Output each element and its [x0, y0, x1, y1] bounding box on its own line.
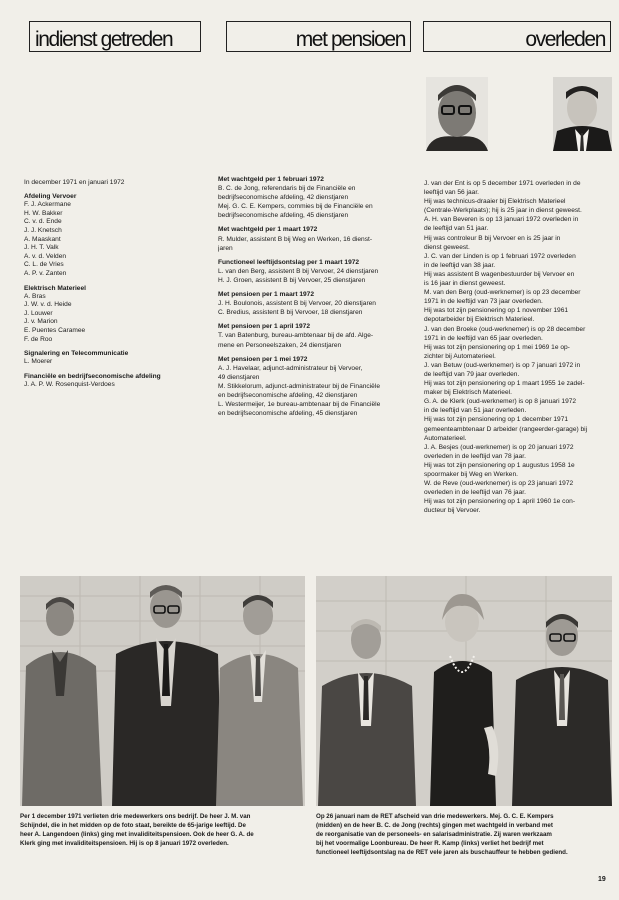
- in-service-column: [24, 178, 204, 390]
- list-item: H. W. Bakker: [24, 209, 63, 217]
- obituary-line: J. van der Ent is op 5 december 1971 overleden in de: [424, 180, 581, 187]
- obituary-line: J. A. Besjes (oud-werknemer) is op 20 januari 1972: [424, 443, 574, 451]
- header-in-service: [29, 21, 201, 52]
- block-line: 49 dienstjaren: [218, 373, 260, 381]
- deceased-column: [424, 179, 614, 515]
- list-item: J. v. Marion: [24, 318, 58, 326]
- obituary-line: Hij was technicus-draaier bij Elektrisch Materieel: [424, 198, 566, 206]
- section-title: Signalering en Telecommunicatie: [24, 350, 129, 358]
- caption-line: Klerk ging met invaliditeitspensioen. Hij is op 8 januari 1972 overleden.: [20, 840, 229, 847]
- obituary-line: Hij was controleur B bij Vervoer en is 25 jaar in: [424, 234, 561, 242]
- obituary-line: Hij was tot zijn pensionering op 1 augustus 1958 1e: [424, 461, 575, 469]
- header-deceased: [423, 21, 611, 52]
- list-item: J. Louwer: [24, 309, 53, 317]
- obituary-line: maker bij Elektrisch Materieel.: [424, 389, 512, 397]
- caption-line: de reorganisatie van de personeels- en salarisadministratie. Zij waren werkzaam: [316, 831, 552, 838]
- obituary-line: 1971 in de leeftijd van 65 jaar overleden.: [424, 334, 543, 342]
- block-title: Met wachtgeld per 1 maart 1972: [218, 226, 318, 234]
- caption-line: (midden) en de heer B. C. de Jong (rechts) gingen met wachtgeld in verband met: [316, 822, 553, 829]
- obituary-line: Automaterieel.: [424, 434, 467, 442]
- obituary-line: in de leeftijd van 51 jaar overleden.: [424, 407, 527, 415]
- photo-caption-right: [316, 812, 612, 857]
- section-title: Elektrisch Materieel: [24, 284, 86, 292]
- obituary-line: (Centrale-Werkplaats); hij is 25 jaar in dienst geweest.: [424, 207, 582, 215]
- list-item: L. Moerer: [24, 358, 53, 366]
- block-title: Functioneel leeftijdsontslag per 1 maart 1972: [218, 258, 360, 266]
- retired-block: [218, 322, 414, 349]
- obituary-line: ducteur bij Vervoer.: [424, 507, 481, 515]
- section-title: Financiële en bedrijfseconomische afdeling: [24, 372, 161, 380]
- retired-block: [218, 290, 414, 317]
- block-line: Mej. G. C. E. Kempers, commies bij de Financiële en: [218, 203, 373, 211]
- list-item: F. J. Ackermane: [24, 201, 71, 209]
- obituary-line: in de leeftijd van 38 jaar.: [424, 261, 496, 269]
- obituary-line: Hij was assistent B wagenbestuurder bij Vervoer en: [424, 270, 575, 278]
- block-line: J. H. Boulonois, assistent B bij Vervoer, 20 dienstjaren: [218, 300, 376, 308]
- section-signalering: [24, 349, 204, 367]
- section-financiele: [24, 372, 204, 390]
- obituary-line: dienst geweest.: [424, 243, 470, 251]
- block-line: A. J. Havelaar, adjunct-administrateur bij Vervoer,: [218, 364, 363, 372]
- section-elektrisch-materieel: [24, 284, 204, 345]
- list-item: A. Maaskant: [24, 235, 61, 243]
- list-item: C. L. de Vries: [24, 261, 64, 269]
- block-title: Met wachtgeld per 1 februari 1972: [218, 176, 324, 183]
- section-vervoer: [24, 192, 204, 278]
- block-line: en bedrijfseconomische afdeling, 45 dienstjaren: [218, 410, 358, 418]
- photo-caption-left: [20, 812, 306, 848]
- obituary-line: de leeftijd van 51 jaar.: [424, 225, 489, 233]
- intro-line: In december 1971 en januari 1972: [24, 179, 125, 186]
- list-item: A. v. d. Velden: [24, 252, 67, 260]
- retired-block: [218, 175, 414, 220]
- obituary-line: J. van Betuw (oud-werknemer) is op 7 januari 1972 in: [424, 361, 581, 369]
- obituary-line: Hij was tot zijn pensionering op 1 mei 1969 1e op-: [424, 343, 570, 351]
- obituary-line: Hij was tot zijn pensionering op 1 april 1960 1e con-: [424, 498, 576, 506]
- header-retired: [226, 21, 411, 52]
- block-line: T. van Batenburg, bureau-ambtenaar bij de afd. Alge-: [218, 332, 374, 340]
- block-line: bedrijfseconomische afdeling, 45 dienstjaren: [218, 212, 349, 220]
- obituary-line: de leeftijd van 79 jaar overleden.: [424, 370, 520, 378]
- block-title: Met pensioen per 1 april 1972: [218, 323, 310, 331]
- list-item: J. W. v. d. Heide: [24, 301, 72, 309]
- list-item: J. J. Knetsch: [24, 226, 62, 234]
- retired-block: [218, 225, 414, 252]
- retired-block: [218, 355, 414, 419]
- retired-column: [218, 175, 414, 418]
- obituary-line: 1971 in de leeftijd van 73 jaar overleden.: [424, 298, 543, 306]
- caption-line: functioneel leeftijdsontslag na de RET vele jaren als buschauffeur te hebben gediend.: [316, 849, 568, 856]
- portrait-photo-1: [426, 77, 488, 151]
- caption-line: Per 1 december 1971 verlieten drie medewerkers ons bedrijf. De heer J. M. van: [20, 813, 251, 820]
- retired-block: [218, 258, 414, 285]
- block-line: bedrijfseconomische afdeling, 42 dienstjaren: [218, 194, 349, 202]
- block-line: B. C. de Jong, referendaris bij de Financiële en: [218, 185, 356, 193]
- list-item: J. H. T. Valk: [24, 244, 59, 252]
- block-title: Met pensioen per 1 maart 1972: [218, 291, 315, 299]
- caption-line: Schijndel, die in het midden op de foto staat, bereikte de 65-jarige leeftijd. De: [20, 822, 246, 829]
- obituary-line: overleden in de leeftijd van 78 jaar.: [424, 452, 526, 460]
- block-line: L. van den Berg, assistent B bij Vervoer, 24 dienstjaren: [218, 267, 379, 275]
- header-retired-text: met pensioen: [295, 28, 405, 51]
- obituary-line: J. van den Broeke (oud-werknemer) is op 28 december: [424, 325, 586, 333]
- obituary-line: is 16 jaar in dienst geweest.: [424, 280, 506, 288]
- list-item: A. Bras: [24, 292, 46, 300]
- block-line: en bedrijfseconomische afdeling, 42 dienstjaren: [218, 391, 358, 399]
- block-line: M. Stikkelorum, adjunct-administrateur bij de Financiële: [218, 382, 380, 390]
- obituary-line: A. H. van Beveren is op 13 januari 1972 overleden in: [424, 216, 579, 224]
- list-item: E. Puentes Caramee: [24, 327, 86, 334]
- block-line: C. Bredius, assistent B bij Vervoer, 18 dienstjaren: [218, 309, 363, 317]
- list-item: A. P. v. Zanten: [24, 269, 67, 277]
- list-item: C. v. d. Ende: [24, 218, 62, 226]
- obituary-line: Hij was tot zijn pensionering op 1 december 1971: [424, 416, 569, 424]
- group-photo-right: [316, 576, 612, 806]
- obituary-line: G. A. de Klerk (oud-werknemer) is op 8 januari 1972: [424, 398, 577, 406]
- obituary-line: Hij was tot zijn pensionering op 1 maart 1955 1e zadel-: [424, 380, 585, 388]
- header-deceased-text: overleden: [525, 28, 605, 51]
- list-item: J. A. P. W. Rosenquist-Verdoes: [24, 380, 115, 388]
- section-title: Afdeling Vervoer: [24, 193, 77, 201]
- obituary-line: spoormaker bij Weg en Werken.: [424, 471, 518, 478]
- page-number: 19: [598, 876, 606, 883]
- obituary-line: zichter bij Automaterieel.: [424, 352, 496, 360]
- block-line: jaren: [218, 244, 233, 252]
- block-line: R. Mulder, assistent B bij Weg en Werken, 16 dienst-: [218, 235, 373, 243]
- portrait-photo-2: [553, 77, 612, 151]
- caption-line: heer A. Langendoen (links) ging met invaliditeitspensioen. Ook de heer G. A. de: [20, 831, 254, 838]
- caption-line: bij het voormalige Loonbureau. De heer R. Kamp (links) verliet het bedrijf met: [316, 840, 544, 847]
- obituary-line: overleden in de leeftijd van 76 jaar.: [424, 489, 526, 497]
- obituary-line: M. van den Berg (oud-werknemer) is op 23 december: [424, 289, 581, 297]
- block-title: Met pensioen per 1 mei 1972: [218, 355, 308, 363]
- obituary-line: leeftijd van 56 jaar.: [424, 189, 479, 197]
- block-line: H. J. Groen, assistent B bij Vervoer, 25 dienstjaren: [218, 276, 366, 284]
- obituary-line: Hij was tot zijn pensionering op 1 november 1961: [424, 307, 569, 315]
- obituary-line: W. de Reve (oud-werknemer) is op 23 januari 1972: [424, 480, 574, 488]
- caption-line: Op 26 januari nam de RET afscheid van drie medewerkers. Mej. G. C. E. Kempers: [316, 813, 554, 820]
- list-item: F. de Roo: [24, 335, 53, 343]
- obituary-line: J. C. van der Linden is op 1 februari 1972 overleden: [424, 252, 576, 260]
- obituary-line: gemeenteambtenaar D arbeider (rangeerder-garage) bij: [424, 425, 588, 433]
- header-in-service-text: indienst getreden: [35, 28, 173, 51]
- block-line: L. Westermeijer, 1e bureau-ambtenaar bij de Financiële: [218, 401, 381, 409]
- group-photo-left: [20, 576, 305, 806]
- block-line: mene en Personeelszaken, 24 dienstjaren: [218, 341, 342, 349]
- obituary-line: depotarbeider bij Elektrisch Materieel.: [424, 316, 535, 324]
